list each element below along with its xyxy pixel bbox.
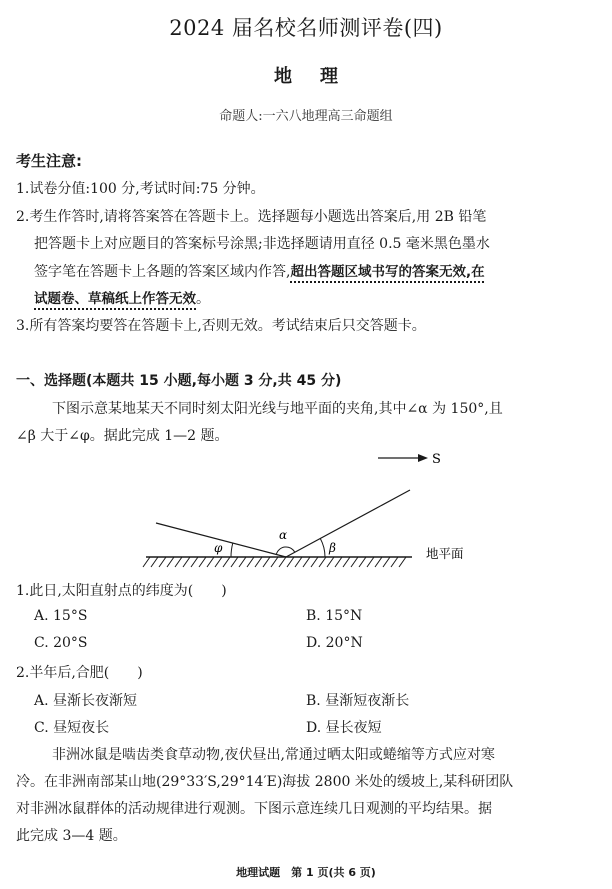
q1-stem: 1.此日,太阳直射点的纬度为( ) [16,583,227,599]
passage-line-2: 冷。在非洲南部某山地(29°33′S,29°14′E)海拔 2800 米处的缓坡上,某科研团队 [16,774,514,790]
hatch-mark [247,557,254,567]
ground-hatching [143,557,406,567]
hatch-mark [399,557,406,567]
hatch-mark [263,557,270,567]
sun-ray-right [286,490,410,557]
hatch-mark [191,557,198,567]
notice-end-punct: 。 [196,291,210,307]
q2-option-c: C. 昼短夜长 [34,720,110,736]
q2-option-a: A. 昼渐长夜渐短 [34,693,138,709]
ground-label: 地平面 [426,546,464,561]
hatch-mark [271,557,278,567]
south-arrow-head [418,454,428,462]
q1-option-c: C. 20°S [34,635,88,651]
q1-option-a: A. 15°S [34,608,88,624]
page-footer: 地理试题 第 1 页(共 6 页) [236,866,376,879]
notice-heading: 考生注意: [16,152,82,170]
hatch-mark [199,557,206,567]
hatch-mark [207,557,214,567]
section-intro-line-2: ∠β 大于∠φ。据此完成 1—2 题。 [16,428,229,444]
notice-item-2-line-2: 把答题卡上对应题目的答案标号涂黑;非选择题请用直径 0.5 毫米黑色墨水 [34,236,490,252]
hatch-mark [151,557,158,567]
hatch-mark [239,557,246,567]
hatch-mark [287,557,294,567]
q1-option-b: B. 15°N [306,608,363,624]
hatch-mark [383,557,390,567]
hatch-mark [175,557,182,567]
paper-title: 2024 届名校名师测评卷(四) [169,16,443,40]
hatch-mark [375,557,382,567]
sun-angle-diagram [0,440,612,580]
phi-arc [231,543,233,557]
notice-item-2-line-4 [34,287,210,308]
hatch-mark [223,557,230,567]
hatch-mark [351,557,358,567]
beta-arc [320,539,325,558]
hatch-mark [183,557,190,567]
hatch-mark [295,557,302,567]
notice-item-3: 3.所有答案均要答在答题卡上,否则无效。考试结束后只交答题卡。 [16,318,426,334]
hatch-mark [367,557,374,567]
hatch-mark [319,557,326,567]
beta-label: β [329,541,336,555]
hatch-mark [167,557,174,567]
hatch-mark [215,557,222,567]
hatch-mark [303,557,310,567]
hatch-mark [231,557,238,567]
hatch-mark [311,557,318,567]
section-intro-line-1: 下图示意某地某天不同时刻太阳光线与地平面的夹角,其中∠α 为 150°,且 [52,401,503,417]
subject-title: 地理 [274,66,366,87]
notice-emphasis-1: 超出答题区域书写的答案无效,在 [290,264,485,280]
hatch-mark [327,557,334,567]
hatch-mark [359,557,366,567]
hatch-mark [255,557,262,567]
alpha-label: α [279,528,288,542]
hatch-mark [143,557,150,567]
hatch-mark [159,557,166,567]
hatch-mark [335,557,342,567]
south-arrow-label: S [432,452,441,467]
hatch-mark [343,557,350,567]
hatch-mark [279,557,286,567]
q1-option-d: D. 20°N [306,635,363,651]
passage-line-4: 此完成 3—4 题。 [16,828,127,844]
notice-emphasis-2: 试题卷、草稿纸上作答无效 [34,291,196,307]
notice-item-1: 1.试卷分值:100 分,考试时间:75 分钟。 [16,181,265,197]
hatch-mark [391,557,398,567]
passage-line-1: 非洲冰鼠是啮齿类食草动物,夜伏昼出,常通过晒太阳或蜷缩等方式应对寒 [52,747,495,763]
q2-option-b: B. 昼渐短夜渐长 [306,693,410,709]
notice-item-2-line-1: 2.考生作答时,请将答案答在答题卡上。选择题每小题选出答案后,用 2B 铅笔 [16,209,487,225]
notice-item-2-line-3 [34,260,485,281]
q2-stem: 2.半年后,合肥( ) [16,665,143,681]
author-line: 命题人:一六八地理高三命题组 [219,109,393,124]
section-heading: 一、选择题(本题共 15 小题,每小题 3 分,共 45 分) [16,373,342,389]
phi-label: φ [214,541,223,555]
passage-line-3: 对非洲冰鼠群体的活动规律进行观测。下图示意连续几日观测的平均结果。据 [16,801,492,817]
q2-option-d: D. 昼长夜短 [306,720,382,736]
notice-normal-text: 签字笔在答题卡上各题的答案区域内作答, [34,264,291,280]
